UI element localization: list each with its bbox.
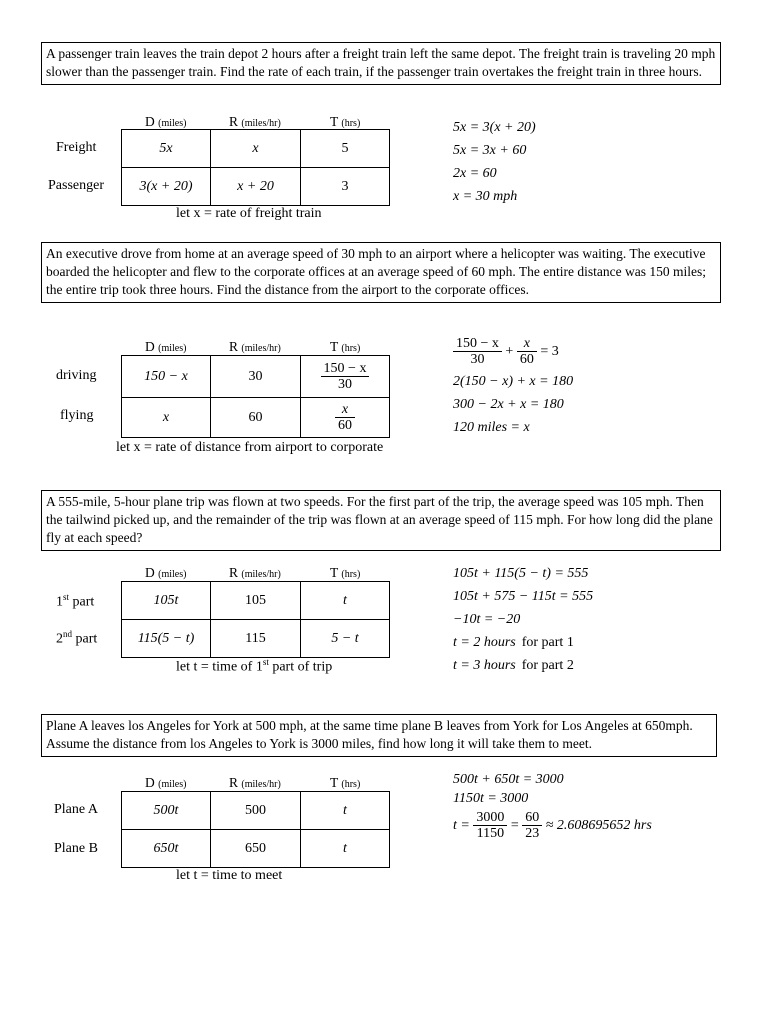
row-label-plane-b: Plane B (54, 841, 98, 856)
work-line: 500t + 650t = 3000 (453, 772, 564, 787)
let-definition-3: let t = time of 1st part of trip (176, 657, 333, 675)
problem4-statement: Plane A leaves los Angeles for York at 500 mph, at the same time plane B leaves from York for Los Angeles at 650mph. Assume the distance from los Angeles to York is 3000 miles, find how long it will take them to meet. (41, 714, 717, 757)
problem3-statement: A 555-mile, 5-hour plane trip was flown at two speeds. For the first part of the trip, the average speed was 105 mph. Then the tailwind picked up, and the remainder of the trip was flown at an average speed of 115 mph. For how long did the plane fly at each speed? (41, 490, 721, 551)
cell-rate: x (211, 130, 301, 168)
row-label-passenger: Passenger (48, 178, 104, 193)
problem1-statement: A passenger train leaves the train depot 2 hours after a freight train left the same depot. The freight train is traveling 20 mph slower than the passenger train. Find the rate of each train, if the passenger train overtakes the freight train in three hours. (41, 42, 721, 85)
cell-distance: x (122, 398, 211, 438)
work-line: 2x = 60 (453, 166, 497, 181)
header-distance: D (miles) (145, 339, 187, 354)
header-time: T (hrs) (330, 775, 361, 790)
cell-time: $\frac{150 - x}{30}$ (301, 356, 390, 398)
solution-work-2 (453, 334, 573, 439)
header-rate: R (miles/hr) (229, 114, 281, 129)
cell-distance: 3(x + 20) (122, 168, 211, 206)
table-row (122, 620, 390, 658)
cell-time: 3 (301, 168, 390, 206)
work-line: 2(150 − x) + x = 180 (453, 374, 574, 389)
work-line: $\frac{150 - x}{30}$ + $\frac{x}{60}$ = 3 (453, 334, 573, 370)
cell-time: t (301, 582, 390, 620)
work-line: −10t = −20 (453, 612, 521, 627)
header-rate: R (miles/hr) (229, 339, 281, 354)
header-distance: D (miles) (145, 775, 187, 790)
work-line: 5x = 3(x + 20) (453, 120, 536, 135)
header-rate: R (miles/hr) (229, 565, 281, 580)
let-definition-4: let t = time to meet (176, 868, 283, 883)
cell-distance: 5x (122, 130, 211, 168)
row-label-second-part: 2nd part (56, 629, 98, 647)
cell-rate: 115 (211, 620, 301, 658)
table-row (122, 830, 390, 868)
drt-table-2 (121, 355, 390, 438)
table-row (122, 582, 390, 620)
cell-rate: 105 (211, 582, 301, 620)
header-time: T (hrs) (330, 114, 361, 129)
work-line: 120 miles = x (453, 420, 530, 435)
row-label-freight: Freight (56, 140, 97, 155)
header-distance: D (miles) (145, 114, 187, 129)
work-line: 105t + 575 − 115t = 555 (453, 589, 594, 604)
row-label-plane-a: Plane A (54, 802, 98, 817)
solution-work-4 (453, 770, 652, 844)
work-line: 300 − 2x + x = 180 (453, 397, 564, 412)
cell-distance: 500t (122, 792, 211, 830)
cell-time: t (301, 792, 390, 830)
cell-time: t (301, 830, 390, 868)
header-rate: R (miles/hr) (229, 775, 281, 790)
header-time: T (hrs) (330, 339, 361, 354)
cell-time: $\frac{x}{60}$ (301, 398, 390, 438)
work-line: 5x = 3x + 60 (453, 143, 527, 158)
row-label-flying: flying (60, 408, 94, 423)
problem2-statement: An executive drove from home at an average speed of 30 mph to an airport where a helicopter was waiting. The executive boarded the helicopter and flew to the corporate offices at an average speed of 60 mph. The entire distance was 150 miles; the entire trip took three hours. Find the distance from the airport to the corporate offices. (41, 242, 721, 303)
drt-table-4 (121, 791, 390, 868)
cell-rate: x + 20 (211, 168, 301, 206)
solution-work-3 (453, 562, 593, 677)
work-line: t = $\frac{3000}{1150}$ = $\frac{60}{23}$ ≈ 2.608695652 hrs (453, 810, 652, 842)
work-line: 105t + 115(5 − t) = 555 (453, 566, 589, 581)
cell-time: 5 − t (301, 620, 390, 658)
cell-distance: 115(5 − t) (122, 620, 211, 658)
cell-rate: 650 (211, 830, 301, 868)
table-row (122, 168, 390, 206)
header-distance: D (miles) (145, 565, 187, 580)
cell-rate: 30 (211, 356, 301, 398)
table-row (122, 398, 390, 438)
header-time: T (hrs) (330, 565, 361, 580)
cell-distance: 105t (122, 582, 211, 620)
table-row (122, 130, 390, 168)
let-definition-2: let x = rate of distance from airport to corporate (116, 440, 384, 455)
drt-table-3 (121, 581, 390, 658)
cell-distance: 650t (122, 830, 211, 868)
table-row (122, 792, 390, 830)
row-label-driving: driving (56, 368, 97, 383)
cell-rate: 500 (211, 792, 301, 830)
cell-rate: 60 (211, 398, 301, 438)
row-label-first-part: 1st part (56, 592, 95, 610)
work-line: t = 2 hours for part 1 (453, 635, 574, 650)
solution-work-1 (453, 116, 536, 208)
drt-table-1 (121, 129, 390, 206)
work-line: t = 3 hours for part 2 (453, 658, 574, 673)
table-row (122, 356, 390, 398)
cell-distance: 150 − x (122, 356, 211, 398)
cell-time: 5 (301, 130, 390, 168)
let-definition-1: let x = rate of freight train (176, 206, 322, 221)
work-line: x = 30 mph (453, 189, 518, 204)
work-line: 1150t = 3000 (453, 791, 529, 806)
